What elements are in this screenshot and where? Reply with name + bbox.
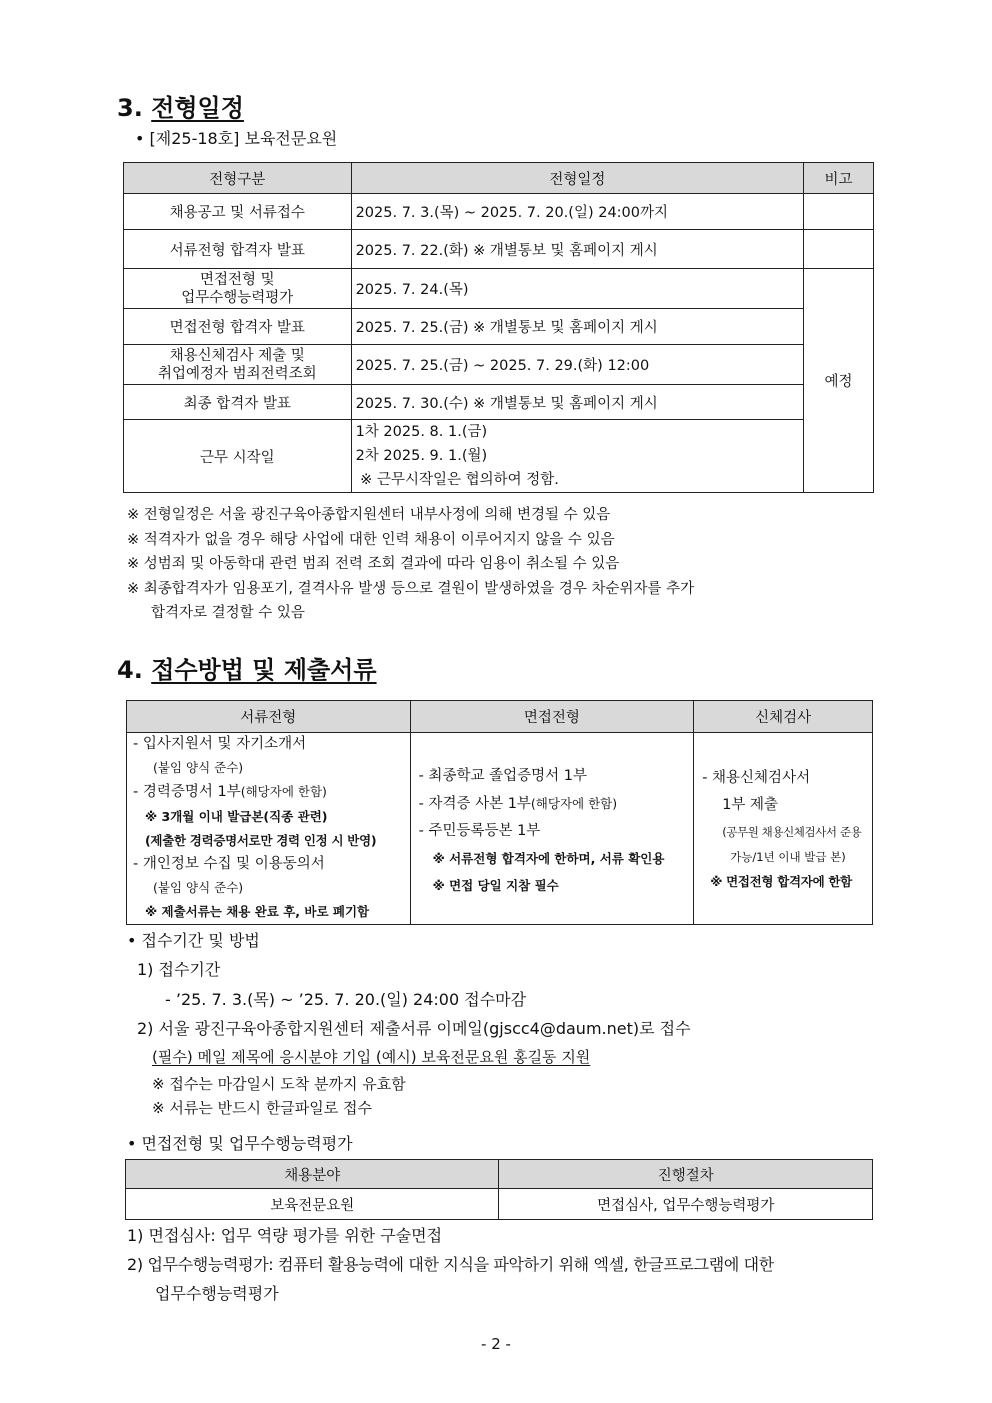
date-cell: 2025. 7. 25.(금) ※ 개별통보 및 홈페이지 게시 [351,309,804,345]
stage-cell: 면접전형 합격자 발표 [124,309,352,345]
date-cell [351,420,804,493]
note-line: 합격자로 결정할 수 있음 [151,605,305,621]
table-header: 면접전형 [410,701,694,733]
period-item: 1) 접수기간 [137,960,221,979]
docs-cell [694,733,873,925]
remark-cell [804,230,874,269]
doc-line: - 개인정보 수집 및 이용동의서 [133,856,325,872]
stage-line: 취업예정자 범죄전력조회 [157,365,317,382]
table-row [127,733,873,925]
section3-title: 전형일정 [151,94,244,122]
doc-line: - 채용신체검사서 [702,770,811,786]
date-cell: 2025. 7. 3.(목) ~ 2025. 7. 20.(일) 24:00까지 [351,194,804,230]
date-line: 2차 2025. 9. 1.(월) [355,448,488,464]
doc-line: (공무원 채용신체검사서 준용 [722,825,862,839]
table-row [124,309,874,345]
interview-item: 2) 업무수행능력평가: 컴퓨터 활용능력에 대한 지식을 파악하기 위해 엑셀, 한글프로그램에 대한 [127,1255,774,1274]
schedule-table [123,162,874,493]
remark-cell: 예정 [804,269,874,493]
interview-item: 1) 면접심사: 업무 역량 평가를 위한 구술면접 [127,1226,443,1245]
table-row [124,230,874,269]
doc-line: - 경력증명서 1부 [133,784,241,800]
section4-heading [117,650,377,685]
doc-line: - 자격증 사본 1부 [418,796,531,812]
table-header: 전형일정 [351,163,804,194]
doc-line: ※ 면접 당일 지참 필수 [432,878,559,893]
period-note: (필수) 메일 제목에 응시분야 기입 (예시) 보육전문요원 홍길동 지원 [152,1048,591,1066]
date-cell: 2025. 7. 22.(화) ※ 개별통보 및 홈페이지 게시 [351,230,804,269]
section3-subtitle: • [제25-18호] 보육전문요원 [135,129,338,148]
section3-number: 3. [117,94,143,122]
table-header: 전형구분 [124,163,352,194]
doc-line: (해당자에 한함) [530,796,618,811]
documents-table [126,700,873,925]
table-row [126,1189,873,1220]
doc-line: - 입사지원서 및 자기소개서 [133,736,307,752]
stage-line: 채용신체검사 제출 및 [169,347,305,364]
section4-number: 4. [117,656,143,684]
doc-line: - 주민등록등본 1부 [418,823,541,839]
doc-line: 가능/1년 이내 발급 본) [730,850,846,864]
section4-title: 접수방법 및 제출서류 [151,656,377,684]
stage-cell [124,345,352,385]
table-header: 비고 [804,163,874,194]
procedure-cell: 면접심사, 업무수행능력평가 [499,1189,873,1220]
stage-line: 면접전형 및 [199,271,275,288]
table-row [124,269,874,309]
section3-heading [117,88,244,123]
doc-line: (붙임 양식 준수) [153,760,244,775]
date-line: ※ 근무시작일은 협의하여 정함. [355,472,559,488]
schedule-notes [127,503,694,626]
table-header: 진행절차 [499,1160,873,1189]
note-line: ※ 최종합격자가 임용포기, 결격사유 발생 등으로 결원이 발생하였을 경우 차순위자를 추가 [127,580,695,597]
doc-line: - 최종학교 졸업증명서 1부 [418,768,587,784]
note-line: ※ 성범죄 및 아동학대 관련 범죄 전력 조회 결과에 따라 임용이 취소될 수 있음 [127,556,620,572]
date-cell: 2025. 7. 25.(금) ~ 2025. 7. 29.(화) 12:00 [351,345,804,385]
doc-line: ※ 서류전형 합격자에 한하며, 서류 확인용 [432,851,665,866]
period-item: 2) 서울 광진구육아종합지원센터 제출서류 이메일(gjscc4@daum.net)로 접수 [137,1019,691,1038]
period-note: ※ 서류는 반드시 한글파일로 접수 [152,1099,373,1117]
table-row [124,345,874,385]
interview-title: • 면접전형 및 업무수행능력평가 [127,1134,353,1153]
period-item: - ’25. 7. 3.(목) ~ ’25. 7. 20.(일) 24:00 접수마감 [165,990,527,1009]
doc-line: 1부 제출 [722,797,779,813]
field-cell: 보육전문요원 [126,1189,499,1220]
doc-line: (해당자에 한함) [240,784,327,799]
doc-line: (붙임 양식 준수) [153,880,244,895]
docs-cell [410,733,694,925]
stage-cell: 서류전형 합격자 발표 [124,230,352,269]
table-row [124,385,874,420]
doc-line: (제출한 경력증명서로만 경력 인정 시 반영) [145,833,377,848]
table-header: 채용분야 [126,1160,499,1189]
interview-table [125,1159,873,1220]
note-line: ※ 적격자가 없을 경우 해당 사업에 대한 인력 채용이 이루어지지 않을 수 있음 [127,531,615,548]
stage-cell: 근무 시작일 [124,420,352,493]
table-row [124,194,874,230]
doc-line: ※ 제출서류는 채용 완료 후, 바로 폐기함 [145,904,370,919]
remark-cell [804,194,874,230]
table-row [124,420,874,493]
date-cell: 2025. 7. 24.(목) [351,269,804,309]
note-line: ※ 전형일정은 서울 광진구육아종합지원센터 내부사정에 의해 변경될 수 있음 [127,507,611,523]
stage-cell [124,269,352,309]
doc-line: ※ 3개월 이내 발급본(직종 관련) [145,809,328,824]
date-cell: 2025. 7. 30.(수) ※ 개별통보 및 홈페이지 게시 [351,385,804,420]
table-header: 신체검사 [694,701,873,733]
table-header: 서류전형 [127,701,411,733]
period-title: • 접수기간 및 방법 [127,931,260,950]
docs-cell [127,733,411,925]
stage-cell: 채용공고 및 서류접수 [124,194,352,230]
doc-line: ※ 면접전형 합격자에 한함 [710,874,852,889]
date-line: 1차 2025. 8. 1.(금) [355,424,488,440]
interview-item: 업무수행능력평가 [155,1284,279,1303]
stage-line: 업무수행능력평가 [181,289,294,306]
period-note: ※ 접수는 마감일시 도착 분까지 유효함 [152,1075,406,1093]
stage-cell: 최종 합격자 발표 [124,385,352,420]
page-number: - 2 - [481,1335,511,1353]
